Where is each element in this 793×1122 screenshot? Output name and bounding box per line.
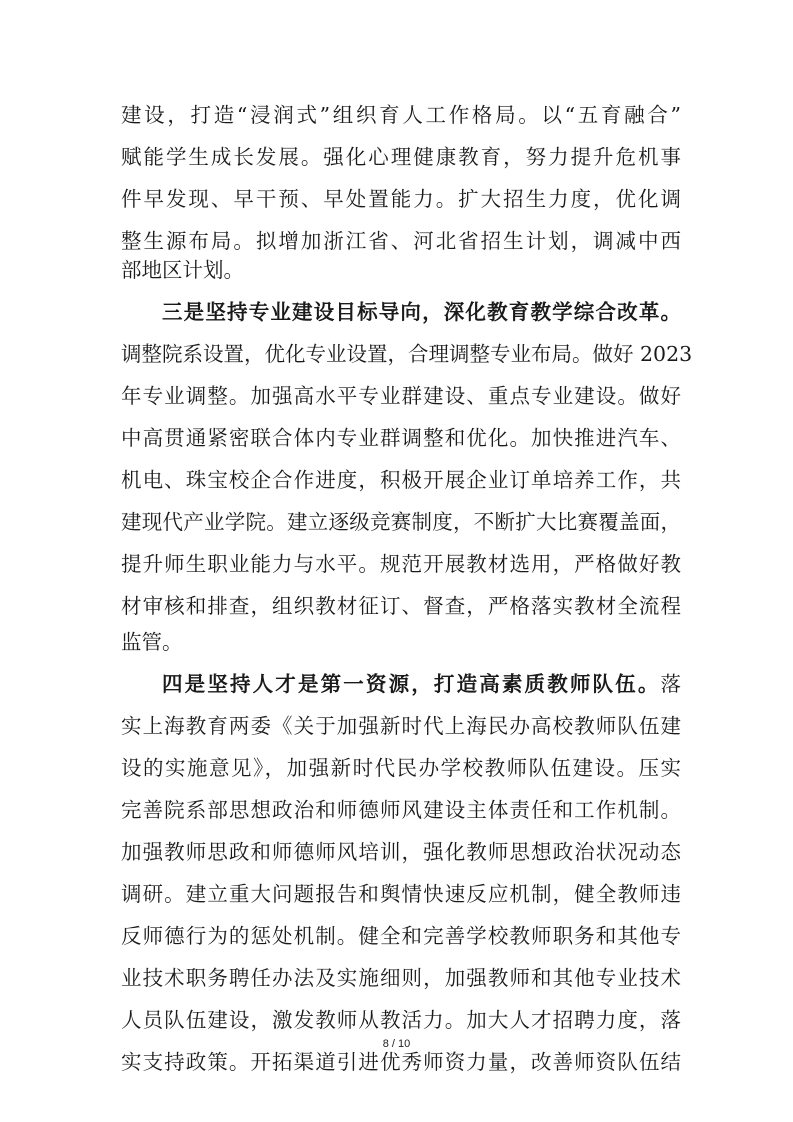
text-line: 部地区计划。 bbox=[121, 258, 244, 282]
text-line: 人员队伍建设，激发教师从教活力。加大人才招聘力度，落 bbox=[121, 1008, 681, 1032]
text-line: 设的实施意见》，加强新时代民办学校教师队伍建设。压实 bbox=[121, 756, 681, 780]
text-line: 完善院系部思想政治和师德师风建设主体责任和工作机制。 bbox=[121, 798, 681, 822]
text-line: 提升师生职业能力与水平。规范开展教材选用，严格做好教 bbox=[121, 552, 681, 576]
text-line: 加强教师思政和师德师风培训，强化教师思想政治状况动态 bbox=[121, 840, 681, 864]
text-line: 业技术职务聘任办法及实施细则，加强教师和其他专业技术 bbox=[121, 966, 681, 990]
text-line: 机电、珠宝校企合作进度，积极开展企业订单培养工作，共 bbox=[121, 468, 681, 492]
text-line: 调研。建立重大问题报告和舆情快速反应机制，健全教师违 bbox=[121, 882, 681, 906]
section-heading-three: 三是坚持专业建设目标导向，深化教育教学综合改革。 bbox=[162, 300, 681, 324]
section-heading-four-line bbox=[162, 670, 681, 698]
text-line: 实支持政策。开拓渠道引进优秀师资力量，改善师资队伍结 bbox=[121, 1050, 681, 1074]
text-line: 建现代产业学院。建立逐级竞赛制度，不断扩大比赛覆盖面， bbox=[121, 510, 681, 534]
text-line: 件早发现、早干预、早处置能力。扩大招生力度，优化调 bbox=[121, 187, 681, 211]
text-line: 整生源布局。拟增加浙江省、河北省招生计划，调减中西 bbox=[121, 229, 681, 253]
text-line: 赋能学生成长发展。强化心理健康教育，努力提升危机事 bbox=[121, 145, 681, 169]
text-fragment: 落 bbox=[660, 672, 681, 696]
text-line: 年专业调整。加强高水平专业群建设、重点专业建设。做好 bbox=[121, 384, 681, 408]
text-line: 反师德行为的惩处机制。健全和完善学校教师职务和其他专 bbox=[121, 924, 681, 948]
text-line: 实上海教育两委《关于加强新时代上海民办高校教师队伍建 bbox=[121, 714, 681, 738]
section-heading-four: 四是坚持人才是第一资源，打造高素质教师队伍。 bbox=[162, 672, 661, 696]
text-line: 监管。 bbox=[121, 630, 183, 654]
text-line: 材审核和排查，组织教材征订、督查，严格落实教材全流程 bbox=[121, 594, 681, 618]
text-line: 中高贯通紧密联合体内专业群调整和优化。加快推进汽车、 bbox=[121, 426, 681, 450]
text-line: 建设，打造“浸润式”组织育人工作格局。以“五育融合” bbox=[121, 103, 681, 127]
page-number: 8 / 10 bbox=[382, 1038, 411, 1050]
text-line: 调整院系设置，优化专业设置，合理调整专业布局。做好 2023 bbox=[121, 342, 693, 366]
